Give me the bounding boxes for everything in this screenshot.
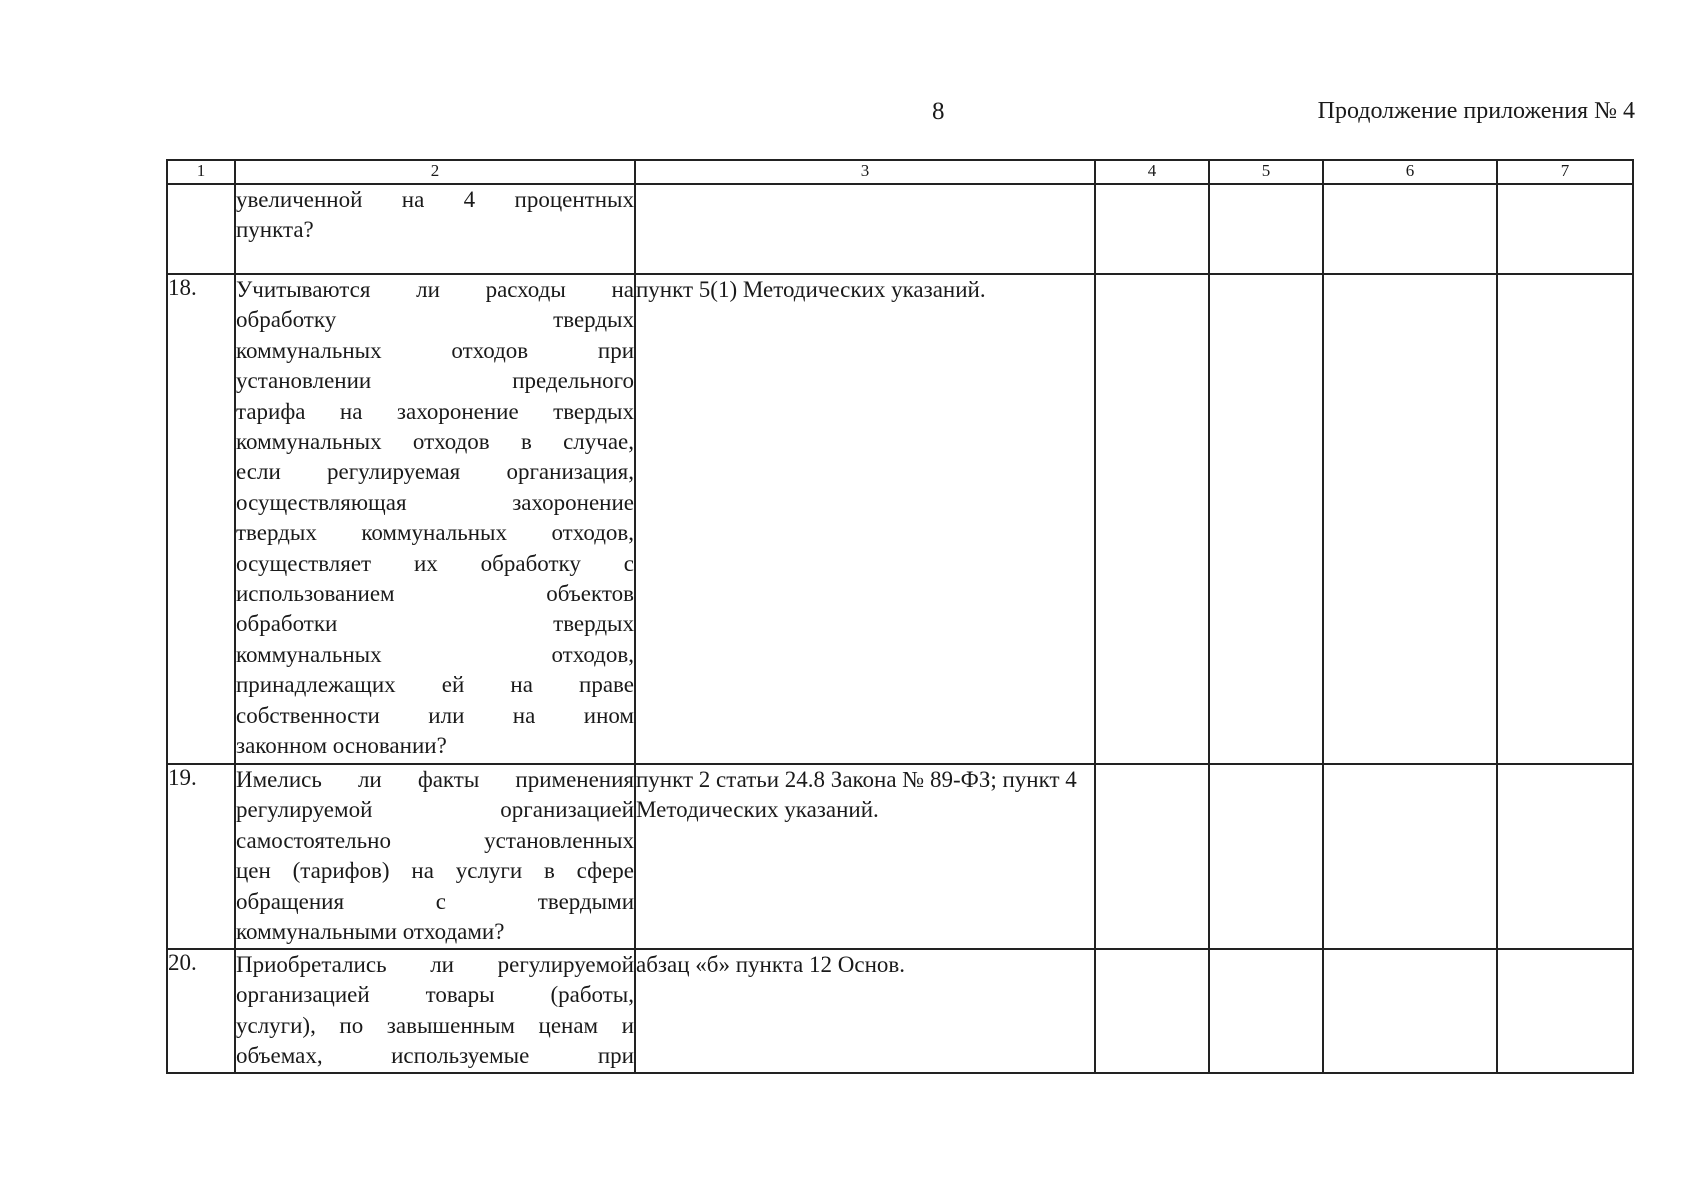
question-line: организацией товары (работы,	[236, 982, 634, 1008]
question-line: обращения с твердыми	[236, 888, 634, 914]
legal-reference	[635, 184, 1095, 274]
answer-cell	[1095, 184, 1209, 274]
table-row	[167, 184, 1633, 274]
question-line: коммунальных отходов,	[236, 641, 634, 667]
question-line: осуществляющая захоронение	[236, 489, 634, 515]
row-number: 18.	[167, 274, 235, 764]
question-line: обработки твердых	[236, 611, 634, 637]
question-line: самостоятельно установленных	[236, 827, 634, 853]
question-line: установлении предельного	[236, 368, 634, 394]
column-number-2: 2	[235, 160, 635, 184]
question-line: если регулируемая организация,	[236, 459, 634, 485]
question-line: объемах, используемые при	[236, 1043, 634, 1069]
legal-reference: абзац «б» пункта 12 Основ.	[635, 949, 1095, 1073]
answer-cell	[1209, 184, 1323, 274]
requirement-question	[235, 764, 635, 949]
question-line: пункта?	[236, 217, 314, 243]
requirement-question	[235, 274, 635, 764]
question-line: цен (тарифов) на услуги в сфере	[236, 858, 634, 884]
question-line: Учитываются ли расходы на	[236, 277, 634, 302]
question-line: Приобретались ли регулируемой	[236, 952, 634, 977]
row-number: 20.	[167, 949, 235, 1073]
answer-cell	[1209, 764, 1323, 949]
column-number-row	[167, 160, 1633, 184]
question-line: регулируемой организацией	[236, 797, 634, 823]
row-number: 19.	[167, 764, 235, 949]
column-number-5: 5	[1209, 160, 1323, 184]
question-line: принадлежащих ей на праве	[236, 672, 634, 698]
answer-cell	[1497, 764, 1633, 949]
requirement-question	[235, 184, 635, 274]
answer-cell	[1095, 274, 1209, 764]
question-line: обработку твердых	[236, 307, 634, 333]
column-number-6: 6	[1323, 160, 1497, 184]
table-row	[167, 949, 1633, 1073]
table-row	[167, 274, 1633, 764]
answer-cell	[1323, 274, 1497, 764]
answer-cell	[1095, 764, 1209, 949]
question-line: коммунальных отходов в случае,	[236, 429, 634, 455]
question-line: собственности или на ином	[236, 702, 634, 728]
question-line: осуществляет их обработку с	[236, 550, 634, 576]
table-header	[167, 160, 1633, 184]
question-line: услуги), по завышенным ценам и	[236, 1012, 634, 1038]
answer-cell	[1323, 184, 1497, 274]
question-line: тарифа на захоронение твердых	[236, 398, 634, 424]
column-number-3: 3	[635, 160, 1095, 184]
question-line: Имелись ли факты применения	[236, 767, 634, 792]
answer-cell	[1497, 949, 1633, 1073]
answer-cell	[1497, 274, 1633, 764]
question-line: коммунальных отходов при	[236, 337, 634, 363]
question-line: твердых коммунальных отходов,	[236, 520, 634, 546]
answer-cell	[1323, 764, 1497, 949]
column-number-7: 7	[1497, 160, 1633, 184]
requirement-question	[235, 949, 635, 1073]
legal-reference: пункт 5(1) Методических указаний.	[635, 274, 1095, 764]
question-line: коммунальными отходами?	[236, 919, 505, 945]
legal-reference: пункт 2 статьи 24.8 Закона № 89-ФЗ; пункт 4 Методических указаний.	[635, 764, 1095, 949]
row-number	[167, 184, 235, 274]
column-number-1: 1	[167, 160, 235, 184]
answer-cell	[1497, 184, 1633, 274]
column-number-4: 4	[1095, 160, 1209, 184]
page-number: 8	[932, 98, 945, 125]
table-row	[167, 764, 1633, 949]
answer-cell	[1095, 949, 1209, 1073]
question-line: использованием объектов	[236, 581, 634, 607]
question-line: увеличенной на 4 процентных	[236, 187, 634, 212]
answer-cell	[1323, 949, 1497, 1073]
checklist-table	[166, 159, 1634, 1074]
answer-cell	[1209, 274, 1323, 764]
answer-cell	[1209, 949, 1323, 1073]
appendix-continuation-label: Продолжение приложения № 4	[1317, 98, 1635, 124]
question-line: законном основании?	[236, 733, 447, 759]
